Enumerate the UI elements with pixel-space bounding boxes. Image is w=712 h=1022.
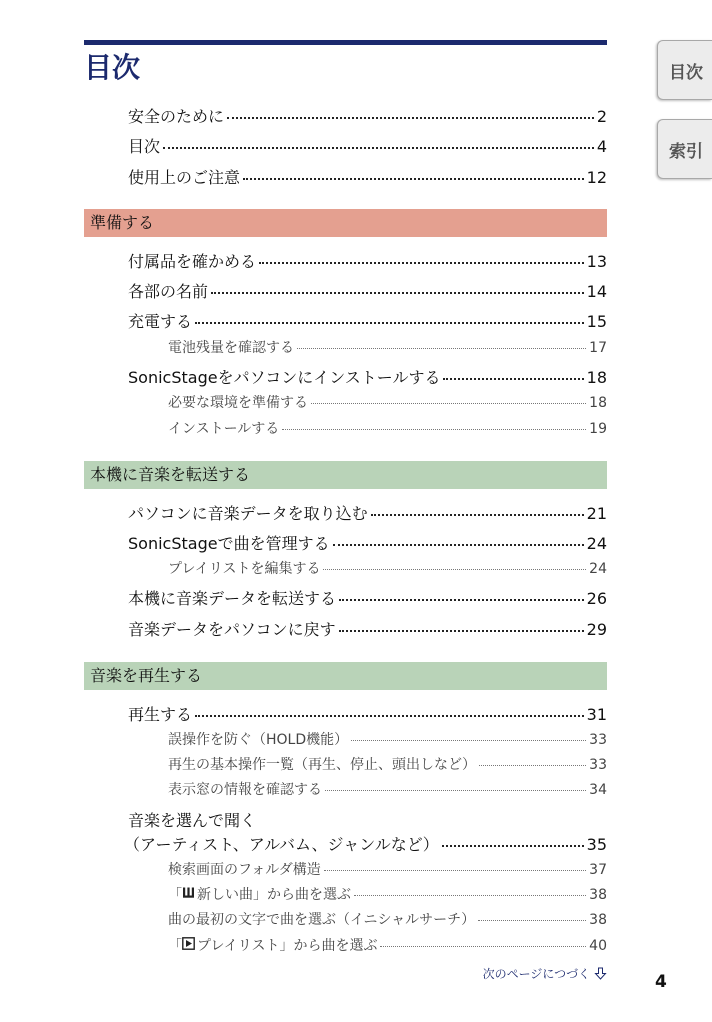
toc-entry-label: SonicStageで曲を管理する <box>128 534 330 553</box>
toc-entry-page: 33 <box>589 757 607 773</box>
toc-entry-page: 38 <box>589 887 607 903</box>
side-tab-index-label: 索引 <box>669 141 703 162</box>
dot-leader <box>380 946 586 947</box>
side-tab-toc-label: 目次 <box>669 62 703 83</box>
toc-entry-label: 新しい曲」から曲を選ぶ <box>197 887 351 903</box>
new-songs-icon <box>182 886 195 899</box>
toc-subentry[interactable] <box>168 754 607 776</box>
continue-label: 次のページにつづく <box>482 967 591 981</box>
toc-entry[interactable] <box>128 136 607 158</box>
toc-entry-label: 充電する <box>128 312 193 331</box>
dot-leader <box>371 514 584 516</box>
toc-entry-page: 15 <box>586 312 607 331</box>
toc-subentry[interactable] <box>168 859 607 881</box>
toc-entry[interactable] <box>128 588 607 610</box>
toc-entry-label: 再生の基本操作一覧（再生、停止、頭出しなど） <box>168 757 476 773</box>
toc-entry[interactable] <box>128 503 607 525</box>
dot-leader <box>195 715 584 717</box>
dot-leader <box>339 630 584 632</box>
dot-leader <box>195 322 584 324</box>
dot-leader <box>227 117 594 119</box>
playlist-icon <box>182 937 195 950</box>
dot-leader <box>443 378 583 380</box>
toc-entry-page: 2 <box>596 107 607 126</box>
dot-leader <box>211 292 584 294</box>
side-tab-toc[interactable] <box>657 40 712 100</box>
dot-leader <box>311 403 586 404</box>
toc-entry[interactable] <box>128 281 607 303</box>
toc-entry-label: 本機に音楽データを転送する <box>128 589 337 608</box>
toc-entry[interactable] <box>128 367 607 389</box>
toc-subentry[interactable] <box>168 779 607 801</box>
toc-entry-label: 検索画面のフォルダ構造 <box>168 862 321 878</box>
toc-entry-page: 18 <box>586 368 607 387</box>
side-tab-index[interactable] <box>657 119 712 179</box>
dot-leader <box>339 599 584 601</box>
toc-entry-page: 4 <box>596 137 607 156</box>
header-rule <box>84 40 607 45</box>
toc-entry[interactable] <box>128 311 607 333</box>
toc-entry-label-line1: 音楽を選んで聞く <box>128 811 257 830</box>
toc-entry-label: 再生する <box>128 705 193 724</box>
toc-entry-page: 37 <box>589 862 607 878</box>
toc-entry-page: 29 <box>586 620 607 639</box>
toc-entry-label: 電池残量を確認する <box>168 340 294 356</box>
toc-entry-page: 38 <box>589 912 607 928</box>
dot-leader <box>282 429 586 430</box>
toc-subentry[interactable] <box>168 884 607 906</box>
toc-entry-label: プレイリスト」から曲を選ぶ <box>197 938 378 954</box>
dot-leader <box>243 178 584 180</box>
toc-entry-label: 安全のために <box>128 107 225 126</box>
toc-subentry[interactable] <box>168 729 607 751</box>
section-heading-play: 音楽を再生する <box>84 662 607 690</box>
toc-entry-label: 使用上のご注意 <box>128 168 241 187</box>
toc-entry-page: 26 <box>586 589 607 608</box>
page-title: 目次 <box>84 51 141 84</box>
toc-entry-page: 21 <box>586 504 607 523</box>
dot-leader <box>163 147 594 149</box>
toc-subentry[interactable] <box>168 909 607 931</box>
dot-leader <box>478 920 586 921</box>
toc-entry[interactable] <box>124 834 607 856</box>
toc-entry-label: （アーティスト、アルバム、ジャンルなど） <box>124 835 439 854</box>
toc-entry[interactable] <box>128 167 607 189</box>
toc-entry[interactable] <box>128 251 607 273</box>
section-heading-prep: 準備する <box>84 209 607 237</box>
dot-leader <box>297 348 586 349</box>
toc-entry-label-prefix: 「 <box>168 887 182 903</box>
toc-entry-page: 18 <box>589 395 607 411</box>
toc-entry-page: 12 <box>586 168 607 187</box>
section-heading-transfer: 本機に音楽を転送する <box>84 461 607 489</box>
dot-leader <box>323 569 586 570</box>
toc-entry-page: 35 <box>586 835 607 854</box>
toc-entry-label: 音楽データをパソコンに戻す <box>128 620 336 639</box>
toc-entry-page: 19 <box>589 421 607 437</box>
dot-leader <box>351 740 586 741</box>
dot-leader <box>333 544 584 546</box>
toc-entry-label: インストールする <box>168 421 280 437</box>
toc-entry-label: 各部の名前 <box>128 282 209 301</box>
dot-leader <box>354 895 586 896</box>
toc-entry-page: 14 <box>586 282 607 301</box>
toc-entry-page: 31 <box>586 705 607 724</box>
toc-entry-page: 17 <box>589 340 607 356</box>
toc-entry-page: 24 <box>586 534 607 553</box>
toc-entry-label: SonicStageをパソコンにインストールする <box>128 368 441 387</box>
dot-leader <box>325 790 586 791</box>
toc-entry[interactable] <box>128 533 607 555</box>
down-arrow-icon <box>594 967 607 980</box>
toc-entry-label: 付属品を確かめる <box>128 252 257 271</box>
dot-leader <box>259 262 584 264</box>
dot-leader <box>442 845 584 847</box>
toc-entry-label: 誤操作を防ぐ（HOLD機能） <box>168 732 349 748</box>
toc-entry[interactable] <box>128 619 607 641</box>
toc-entry-label: 必要な環境を準備する <box>168 395 308 411</box>
continue-link[interactable] <box>483 965 607 983</box>
toc-entry-page: 34 <box>589 782 607 798</box>
dot-leader <box>324 870 586 871</box>
toc-subentry[interactable] <box>168 558 607 580</box>
toc-entry-page: 40 <box>589 938 607 954</box>
toc-entry-label: 表示窓の情報を確認する <box>168 782 322 798</box>
toc-subentry[interactable] <box>168 392 607 414</box>
toc-entry-label: プレイリストを編集する <box>168 561 321 577</box>
toc-entry-label: パソコンに音楽データを取り込む <box>128 504 368 523</box>
toc-entry-page: 24 <box>589 561 607 577</box>
toc-entry-label-prefix: 「 <box>168 938 182 954</box>
toc-subentry[interactable] <box>168 337 607 359</box>
toc-entry-label: 目次 <box>128 137 161 156</box>
toc-entry-page: 13 <box>586 252 607 271</box>
toc-entry[interactable] <box>128 106 607 128</box>
toc-subentry[interactable] <box>168 935 607 957</box>
toc-entry-label: 曲の最初の文字で曲を選ぶ（イニシャルサーチ） <box>168 912 476 928</box>
toc-entry[interactable] <box>128 704 607 726</box>
dot-leader <box>479 765 586 766</box>
toc-entry-page: 33 <box>589 732 607 748</box>
page-number: 4 <box>655 972 667 992</box>
toc-subentry[interactable] <box>168 418 607 440</box>
